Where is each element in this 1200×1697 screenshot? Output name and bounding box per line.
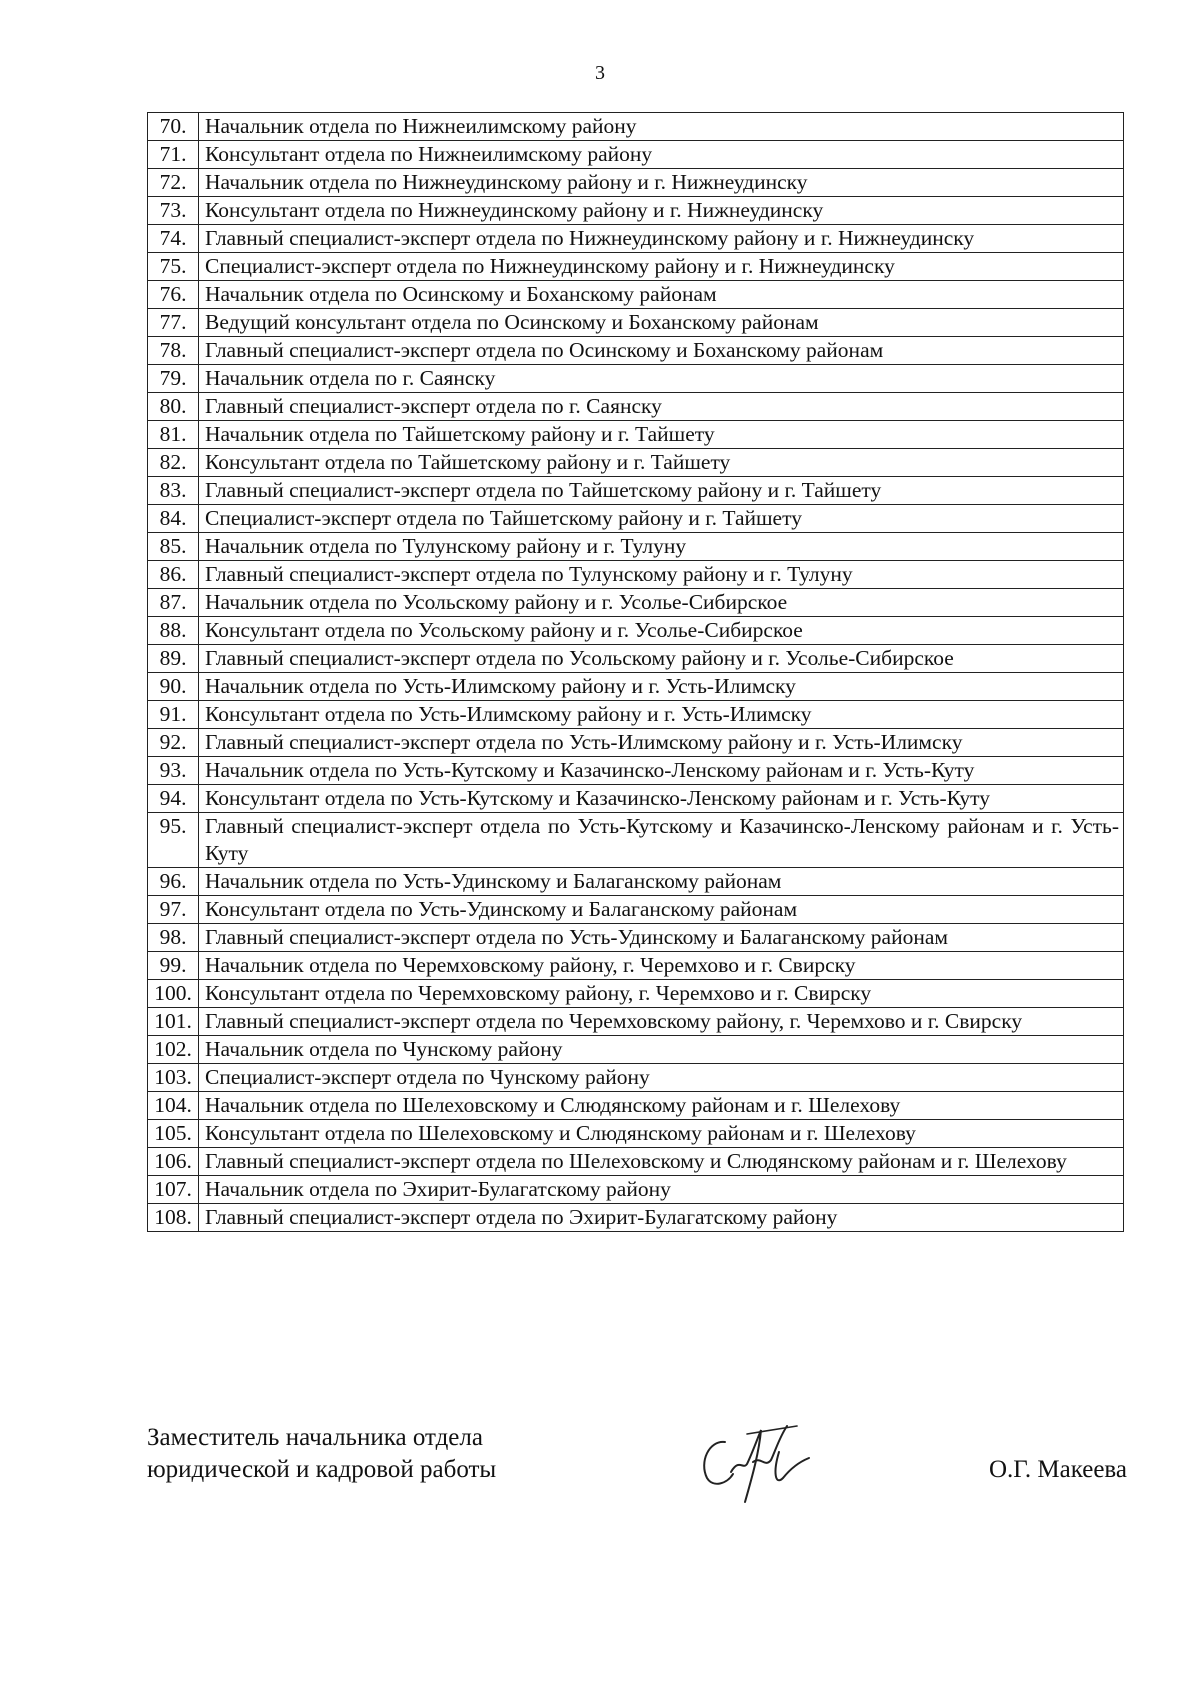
signer-position [147, 1422, 496, 1486]
table-row [148, 924, 1124, 952]
row-number: 85. [148, 533, 199, 561]
row-number: 84. [148, 505, 199, 533]
position-title: Начальник отдела по Нижнеудинскому району и г. Нижнеудинску [199, 169, 1124, 197]
position-title: Консультант отдела по Нижнеудинскому району и г. Нижнеудинску [199, 197, 1124, 225]
table-row [148, 701, 1124, 729]
row-number: 79. [148, 365, 199, 393]
table-row [148, 589, 1124, 617]
table-row [148, 813, 1124, 868]
table-row [148, 1092, 1124, 1120]
row-number: 97. [148, 896, 199, 924]
position-title: Начальник отдела по Осинскому и Боханскому районам [199, 281, 1124, 309]
handwritten-signature [687, 1412, 817, 1512]
table-row [148, 421, 1124, 449]
row-number: 98. [148, 924, 199, 952]
row-number: 104. [148, 1092, 199, 1120]
position-title: Главный специалист-эксперт отдела по Эхирит-Булагатскому району [199, 1204, 1124, 1232]
row-number: 77. [148, 309, 199, 337]
position-title: Главный специалист-эксперт отдела по Усольскому району и г. Усолье-Сибирское [199, 645, 1124, 673]
table-row [148, 785, 1124, 813]
position-title: Главный специалист-эксперт отдела по Осинскому и Боханскому районам [199, 337, 1124, 365]
table-row [148, 1036, 1124, 1064]
row-number: 83. [148, 477, 199, 505]
position-title: Главный специалист-эксперт отдела по Усть-Кутскому и Казачинско-Ленскому районам и г. Усть-Куту [199, 813, 1124, 868]
position-title: Специалист-эксперт отдела по Тайшетскому району и г. Тайшету [199, 505, 1124, 533]
row-number: 73. [148, 197, 199, 225]
table-row [148, 533, 1124, 561]
row-number: 100. [148, 980, 199, 1008]
row-number: 70. [148, 113, 199, 141]
table-row [148, 505, 1124, 533]
row-number: 92. [148, 729, 199, 757]
row-number: 105. [148, 1120, 199, 1148]
table-row [148, 309, 1124, 337]
row-number: 74. [148, 225, 199, 253]
table-row [148, 197, 1124, 225]
row-number: 91. [148, 701, 199, 729]
table-row [148, 952, 1124, 980]
position-title: Главный специалист-эксперт отдела по Шелеховскому и Слюдянскому районам и г. Шелехову [199, 1148, 1124, 1176]
table-row [148, 729, 1124, 757]
position-title: Начальник отдела по Эхирит-Булагатскому району [199, 1176, 1124, 1204]
table-row [148, 1176, 1124, 1204]
table-row [148, 673, 1124, 701]
position-title: Консультант отдела по Усть-Кутскому и Казачинско-Ленскому районам и г. Усть-Куту [199, 785, 1124, 813]
signer-position-line-1: Заместитель начальника отдела [147, 1424, 483, 1451]
position-title: Начальник отдела по Усть-Илимскому району и г. Усть-Илимску [199, 673, 1124, 701]
position-title: Консультант отдела по Шелеховскому и Слюдянскому районам и г. Шелехову [199, 1120, 1124, 1148]
table-row [148, 980, 1124, 1008]
table-row [148, 169, 1124, 197]
table-row [148, 1064, 1124, 1092]
row-number: 99. [148, 952, 199, 980]
position-title: Главный специалист-эксперт отдела по Нижнеудинскому району и г. Нижнеудинску [199, 225, 1124, 253]
signer-position-line-2: юридической и кадровой работы [147, 1456, 497, 1483]
table-row [148, 1120, 1124, 1148]
row-number: 95. [148, 813, 199, 868]
row-number: 102. [148, 1036, 199, 1064]
table-row [148, 1008, 1124, 1036]
signoff-block [147, 1422, 1127, 1532]
position-title: Главный специалист-эксперт отдела по Черемховскому району, г. Черемхово и г. Свирску [199, 1008, 1124, 1036]
position-title: Главный специалист-эксперт отдела по г. Саянску [199, 393, 1124, 421]
row-number: 82. [148, 449, 199, 477]
table-row [148, 1148, 1124, 1176]
positions-table-body [148, 113, 1124, 1232]
table-row [148, 225, 1124, 253]
position-title: Начальник отдела по Усть-Удинскому и Балаганскому районам [199, 868, 1124, 896]
position-title: Начальник отдела по Тайшетскому району и г. Тайшету [199, 421, 1124, 449]
position-title: Начальник отдела по Усть-Кутскому и Казачинско-Ленскому районам и г. Усть-Куту [199, 757, 1124, 785]
row-number: 96. [148, 868, 199, 896]
position-title: Начальник отдела по Нижнеилимскому району [199, 113, 1124, 141]
row-number: 80. [148, 393, 199, 421]
table-row [148, 113, 1124, 141]
row-number: 72. [148, 169, 199, 197]
table-row [148, 561, 1124, 589]
table-row [148, 393, 1124, 421]
position-title: Специалист-эксперт отдела по Чунскому району [199, 1064, 1124, 1092]
position-title: Главный специалист-эксперт отдела по Тулунскому району и г. Тулуну [199, 561, 1124, 589]
page-number: 3 [595, 62, 605, 84]
position-title: Начальник отдела по Черемховскому району, г. Черемхово и г. Свирску [199, 952, 1124, 980]
position-title: Консультант отдела по Черемховскому району, г. Черемхово и г. Свирску [199, 980, 1124, 1008]
signer-name: О.Г. Макеева [988, 1456, 1127, 1483]
table-row [148, 757, 1124, 785]
position-title: Консультант отдела по Усть-Удинскому и Балаганскому районам [199, 896, 1124, 924]
row-number: 106. [148, 1148, 199, 1176]
row-number: 71. [148, 141, 199, 169]
row-number: 108. [148, 1204, 199, 1232]
row-number: 101. [148, 1008, 199, 1036]
table-row [148, 253, 1124, 281]
table-row [148, 645, 1124, 673]
row-number: 87. [148, 589, 199, 617]
table-row [148, 1204, 1124, 1232]
position-title: Главный специалист-эксперт отдела по Усть-Илимскому району и г. Усть-Илимску [199, 729, 1124, 757]
position-title: Консультант отдела по Тайшетскому району и г. Тайшету [199, 449, 1124, 477]
position-title: Консультант отдела по Усольскому району и г. Усолье-Сибирское [199, 617, 1124, 645]
table-row [148, 141, 1124, 169]
table-row [148, 281, 1124, 309]
row-number: 88. [148, 617, 199, 645]
position-title: Начальник отдела по Усольскому району и г. Усолье-Сибирское [199, 589, 1124, 617]
position-title: Начальник отдела по Чунскому району [199, 1036, 1124, 1064]
table-row [148, 337, 1124, 365]
row-number: 94. [148, 785, 199, 813]
positions-table [147, 112, 1124, 1232]
table-row [148, 896, 1124, 924]
position-title: Начальник отдела по Шелеховскому и Слюдянскому районам и г. Шелехову [199, 1092, 1124, 1120]
table-row [148, 617, 1124, 645]
table-row [148, 449, 1124, 477]
row-number: 75. [148, 253, 199, 281]
position-title: Консультант отдела по Усть-Илимскому району и г. Усть-Илимску [199, 701, 1124, 729]
table-row [148, 365, 1124, 393]
position-title: Начальник отдела по г. Саянску [199, 365, 1124, 393]
position-title: Консультант отдела по Нижнеилимскому району [199, 141, 1124, 169]
row-number: 78. [148, 337, 199, 365]
position-title: Ведущий консультант отдела по Осинскому и Боханскому районам [199, 309, 1124, 337]
row-number: 76. [148, 281, 199, 309]
row-number: 81. [148, 421, 199, 449]
position-title: Главный специалист-эксперт отдела по Тайшетскому району и г. Тайшету [199, 477, 1124, 505]
position-title: Специалист-эксперт отдела по Нижнеудинскому району и г. Нижнеудинску [199, 253, 1124, 281]
row-number: 90. [148, 673, 199, 701]
row-number: 107. [148, 1176, 199, 1204]
position-title: Начальник отдела по Тулунскому району и г. Тулуну [199, 533, 1124, 561]
row-number: 89. [148, 645, 199, 673]
row-number: 93. [148, 757, 199, 785]
row-number: 103. [148, 1064, 199, 1092]
row-number: 86. [148, 561, 199, 589]
position-title: Главный специалист-эксперт отдела по Усть-Удинскому и Балаганскому районам [199, 924, 1124, 952]
table-row [148, 477, 1124, 505]
table-row [148, 868, 1124, 896]
